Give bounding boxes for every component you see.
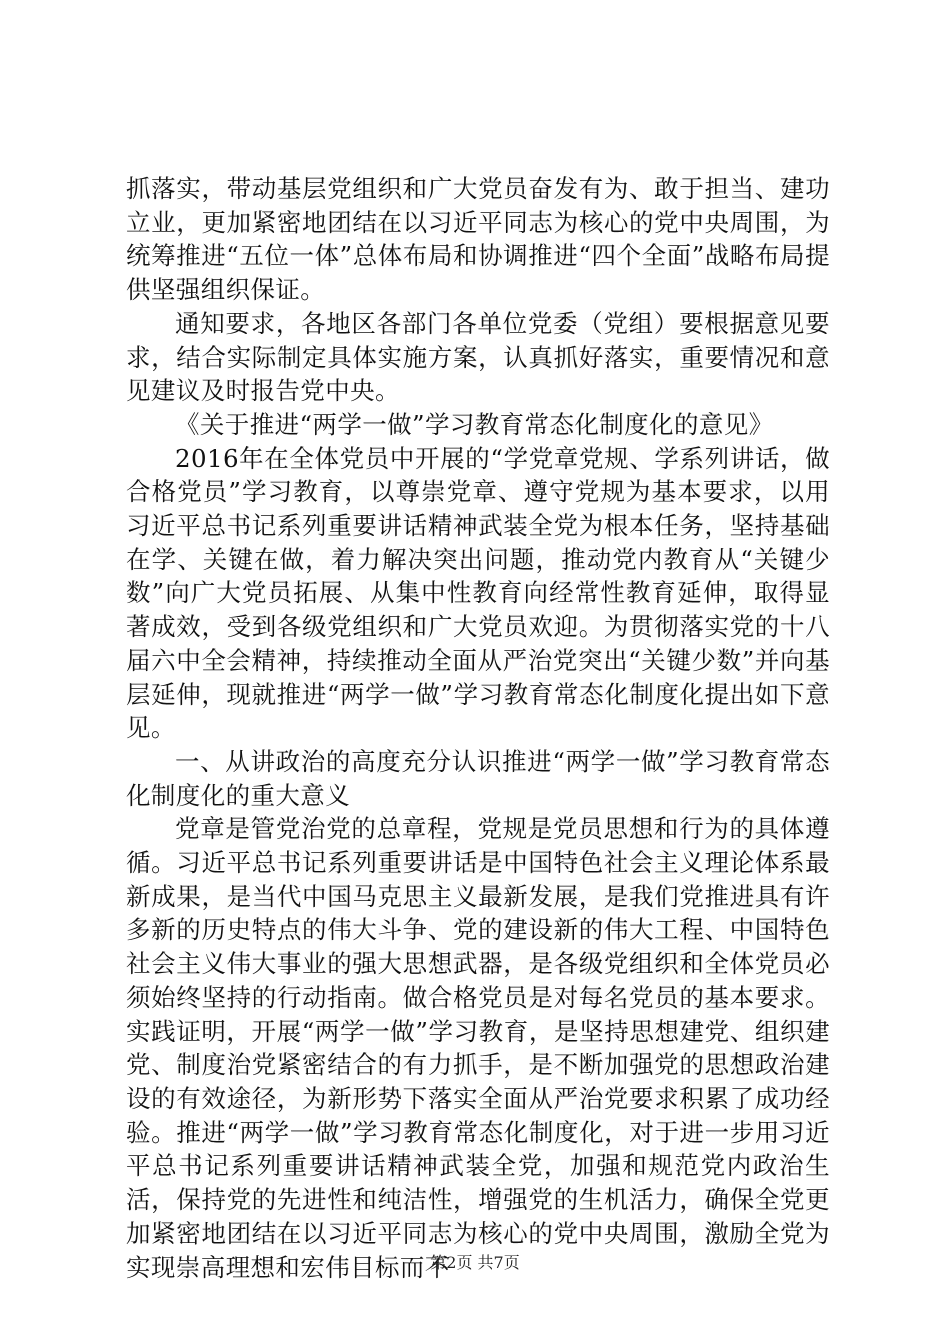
section-heading-1: 一、从讲政治的高度充分认识推进“两学一做”学习教育常态化制度化的重大意义 [126, 746, 830, 810]
paragraph-2: 通知要求，各地区各部门各单位党委（党组）要根据意见要求，结合实际制定具体实施方案，认真抓好落实，重要情况和意见建议及时报告党中央。 [126, 308, 830, 406]
paragraph-4: 党章是管党治党的总章程，党规是党员思想和行为的具体遵循。习近平总书记系列重要讲话是中国特色社会主义理论体系最新成果，是当代中国马克思主义最新发展，是我们党推进具有许多新的历史特点的伟大斗争、党的建设新的伟大工程、中国特色社会主义伟大事业的强大思想武器，是各级党组织和全体党员必须始终坚持的行动指南。做合格党员是对每名党员的基本要求。实践证明，开展“两学一做”学习教育，是坚持思想建党、组织建党、制度治党紧密结合的有力抓手，是不断加强党的思想政治建设的有效途径，为新形势下落实全面从严治党要求积累了成功经验。推进“两学一做”学习教育常态化制度化，对于进一步用习近平总书记系列重要讲话精神武装全党，加强和规范党内政治生活，保持党的先进性和纯洁性，增强党的生机活力，确保全党更加紧密地团结在以习近平同志为核心的党中央周围，激励全党为实现崇高理想和宏伟目标而不 [126, 814, 830, 1282]
page-number-footer: 第2页 共7页 [430, 1253, 520, 1272]
paragraph-3: 2016年在全体党员中开展的“学党章党规、学系列讲话，做合格党员”学习教育，以尊崇党章、遵守党规为基本要求，以用习近平总书记系列重要讲话精神武装全党为根本任务，坚持基础在学、关键在做，着力解决突出问题，推动党内教育从“关键少数”向广大党员拓展、从集中性教育向经常性教育延伸，取得显著成效，受到各级党组织和广大党员欢迎。为贯彻落实党的十八届六中全会精神，持续推动全面从严治党突出“关键少数”并向基层延伸，现就推进“两学一做”学习教育常态化制度化提出如下意见。 [126, 443, 830, 743]
document-body [126, 172, 830, 1284]
paragraph-1: 抓落实，带动基层党组织和广大党员奋发有为、敢于担当、建功立业，更加紧密地团结在以习近平同志为核心的党中央周围，为统筹推进“五位一体”总体布局和协调推进“四个全面”战略布局提供坚强组织保证。 [126, 174, 830, 305]
document-title-line: 《关于推进“两学一做”学习教育常态化制度化的意见》 [175, 409, 774, 439]
